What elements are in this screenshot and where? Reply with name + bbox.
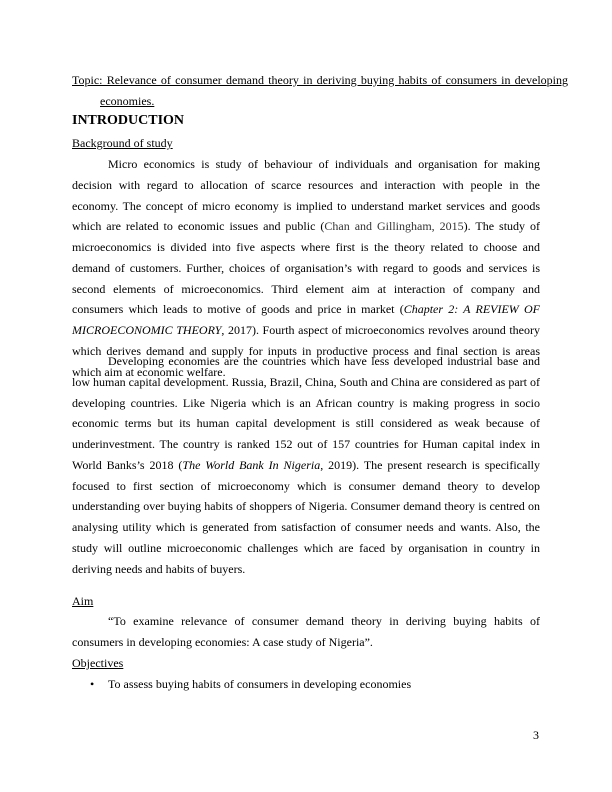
text: , 2019). The present research is specifically focused to first section of microeconomy which is consumer demand theory to develop understanding over buying habits of shoppers of Nigeria. Consumer demand theory is centred on analysing utility which is generated from satisfaction of consumer needs and wants. Also, the study will outline microeconomic challenges which are faced by organisation in country in deriving needs and habits of buyers. — [72, 457, 541, 576]
subheading-aim: Aim — [72, 594, 94, 608]
text: Micro economics is study of behaviour of individuals and organisation for making decision with regard to allocation of scarce resources and interaction with people in the economy. The concept of micro economy is implied to understand market services and goods which are related to economic issues and public ( — [72, 157, 540, 234]
citation-italic: Chapter 2: A REVIEW OF MICROECONOMIC THEORY — [72, 302, 540, 337]
topic-title: Topic: Relevance of consumer demand theory in deriving buying habits of consumers in developing economies. — [72, 73, 568, 108]
list-item — [72, 674, 540, 695]
aim-text: “To examine relevance of consumer demand theory in deriving buying habits of consumers in developing economies: A case study of Nigeria”. — [72, 614, 540, 649]
citation: Chan and Gillingham, 2015 — [324, 219, 464, 234]
section-heading-introduction: INTRODUCTION — [72, 113, 185, 128]
text: ). The study of microeconomics is divided into five aspects where first is the theory related to choose and demand of customers. Further, choices of organisation’s with regard to goods and services is second elements of microeconomics. Third element aim at interaction of company and consumers which leads to motive of goods and price in market ( — [72, 219, 540, 317]
bullet-icon: • — [90, 677, 95, 691]
paragraph-developing-economies — [72, 351, 540, 579]
text: Developing economies are the countries which have less developed industrial base and low human capital development. Russia, Brazil, China, South and China are considered as part of developing countries. Like Nigeria which is an African country is making progress in socio economic terms but its human capital development is still considered as weak because of underinvestment. The country is ranked 152 out of 157 countries for Human capital index in World Banks’s 2018 ( — [72, 354, 540, 472]
page-number: 3 — [533, 728, 539, 742]
objective-text: To assess buying habits of consumers in developing economies — [108, 677, 412, 691]
text: , 2017). Fourth aspect of microeconomics revolves around theory which derives demand and supply for inputs in productive process and final section is areas which aim at economic welfare. — [72, 323, 540, 379]
citation-italic: The World Bank In Nigeria — [182, 457, 321, 472]
objectives-list — [72, 674, 540, 695]
subheading-objectives: Objectives — [72, 656, 124, 670]
paragraph-microeconomics — [72, 154, 540, 382]
subheading-background: Background of study — [72, 136, 173, 150]
